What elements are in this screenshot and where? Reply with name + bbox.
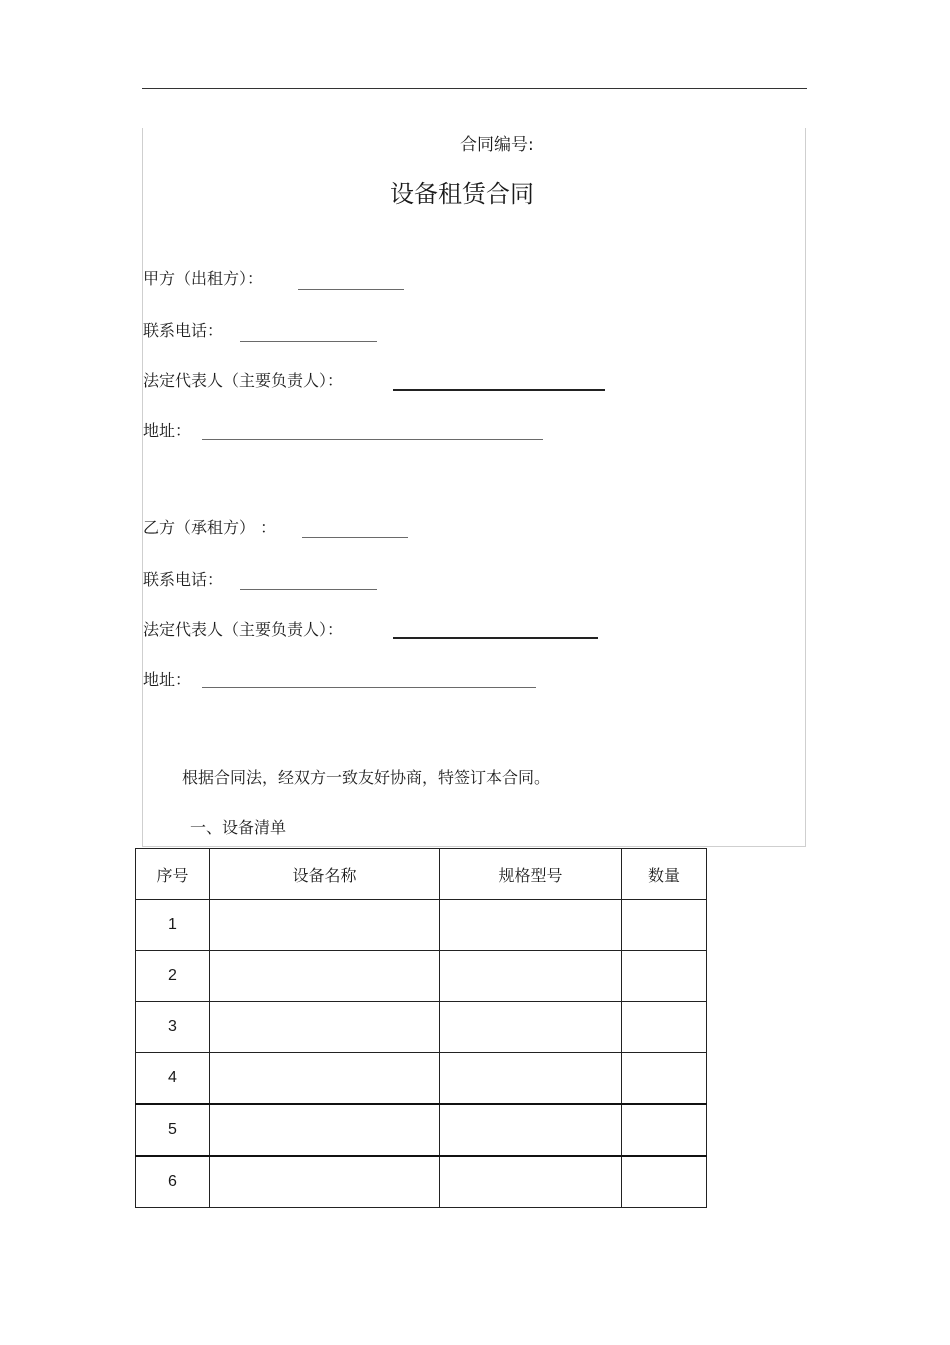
- row-serial: 3: [136, 1002, 210, 1053]
- row-spec-cell[interactable]: [440, 1156, 622, 1208]
- party-b-address-blank[interactable]: [202, 687, 536, 688]
- party-b-rep-label: 法定代表人（主要负责人）：: [143, 620, 344, 639]
- row-quantity-cell[interactable]: [622, 1002, 707, 1053]
- party-a-label: 甲方（出租方）：: [143, 269, 264, 288]
- party-b-label: 乙方（承租方） ：: [143, 518, 277, 537]
- column-header-equipment-name: 设备名称: [210, 849, 440, 900]
- row-spec-cell[interactable]: [440, 1002, 622, 1053]
- party-b-phone-blank[interactable]: [240, 589, 377, 590]
- table-row: [136, 1156, 707, 1208]
- row-spec-cell[interactable]: [440, 900, 622, 951]
- equipment-table: [135, 848, 707, 1208]
- row-serial: 5: [136, 1104, 210, 1156]
- party-b-address-label: 地址：: [143, 670, 192, 689]
- table-row: [136, 1104, 707, 1156]
- table-row: [136, 1002, 707, 1053]
- row-quantity-cell[interactable]: [622, 951, 707, 1002]
- page-frame: [142, 128, 806, 847]
- intro-paragraph: 根据合同法，经双方一致友好协商，特签订本合同。: [182, 768, 551, 787]
- column-header-spec-model: 规格型号: [440, 849, 622, 900]
- row-equipment-name-cell[interactable]: [210, 1104, 440, 1156]
- table-row: [136, 900, 707, 951]
- table-row: [136, 1053, 707, 1105]
- party-a-rep-blank[interactable]: [393, 389, 605, 391]
- party-a-address-label: 地址：: [143, 421, 192, 440]
- row-quantity-cell[interactable]: [622, 1156, 707, 1208]
- contract-number-label: 合同编号:: [460, 135, 534, 155]
- row-equipment-name-cell[interactable]: [210, 1156, 440, 1208]
- party-a-rep-label: 法定代表人（主要负责人）：: [143, 371, 344, 390]
- column-header-serial: 序号: [136, 849, 210, 900]
- party-a-phone-label: 联系电话：: [143, 321, 224, 340]
- row-serial: 4: [136, 1053, 210, 1105]
- row-equipment-name-cell[interactable]: [210, 1053, 440, 1105]
- party-a-address-blank[interactable]: [202, 439, 543, 440]
- party-b-rep-blank[interactable]: [393, 637, 598, 639]
- party-b-blank[interactable]: [302, 537, 408, 538]
- table-header-row: [136, 849, 707, 900]
- row-serial: 6: [136, 1156, 210, 1208]
- row-quantity-cell[interactable]: [622, 1053, 707, 1105]
- section-heading-equipment-list: 一、设备清单: [190, 818, 287, 837]
- party-a-phone-blank[interactable]: [240, 341, 377, 342]
- row-equipment-name-cell[interactable]: [210, 1002, 440, 1053]
- row-equipment-name-cell[interactable]: [210, 900, 440, 951]
- row-spec-cell[interactable]: [440, 1053, 622, 1105]
- row-equipment-name-cell[interactable]: [210, 951, 440, 1002]
- header-rule: [142, 88, 807, 89]
- table-row: [136, 951, 707, 1002]
- column-header-quantity: 数量: [622, 849, 707, 900]
- row-spec-cell[interactable]: [440, 1104, 622, 1156]
- row-serial: 1: [136, 900, 210, 951]
- row-serial: 2: [136, 951, 210, 1002]
- row-quantity-cell[interactable]: [622, 1104, 707, 1156]
- party-a-blank[interactable]: [298, 289, 404, 290]
- row-quantity-cell[interactable]: [622, 900, 707, 951]
- document-title: 设备租赁合同: [390, 180, 534, 208]
- party-b-phone-label: 联系电话：: [143, 570, 224, 589]
- row-spec-cell[interactable]: [440, 951, 622, 1002]
